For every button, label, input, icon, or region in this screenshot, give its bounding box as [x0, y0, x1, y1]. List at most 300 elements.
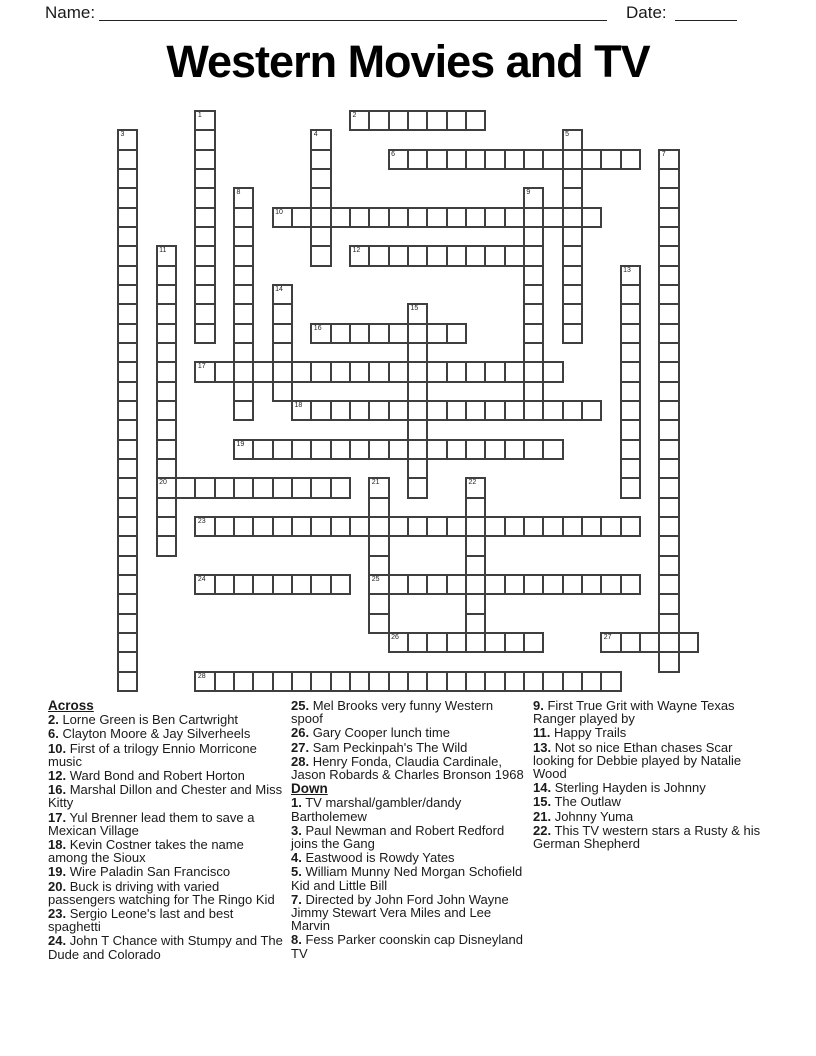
grid-cell[interactable] — [523, 149, 544, 170]
grid-cell[interactable] — [407, 458, 428, 479]
grid-cell[interactable] — [446, 361, 467, 382]
grid-cell[interactable] — [426, 110, 447, 131]
grid-cell[interactable] — [620, 265, 641, 286]
grid-cell[interactable] — [117, 477, 138, 498]
grid-cell[interactable] — [523, 381, 544, 402]
grid-cell[interactable] — [272, 342, 293, 363]
grid-cell[interactable] — [233, 477, 254, 498]
grid-cell[interactable] — [542, 149, 563, 170]
grid-cell[interactable] — [117, 439, 138, 460]
grid-cell[interactable] — [446, 245, 467, 266]
grid-cell[interactable] — [658, 361, 679, 382]
grid-cell[interactable] — [562, 187, 583, 208]
grid-cell[interactable] — [407, 207, 428, 228]
grid-cell[interactable] — [194, 265, 215, 286]
grid-cell[interactable] — [233, 245, 254, 266]
grid-cell[interactable] — [426, 149, 447, 170]
grid-cell[interactable] — [658, 187, 679, 208]
grid-cell[interactable] — [156, 497, 177, 518]
grid-cell[interactable] — [194, 671, 215, 692]
grid-cell[interactable] — [484, 574, 505, 595]
grid-cell[interactable] — [330, 439, 351, 460]
grid-cell[interactable] — [117, 671, 138, 692]
grid-cell[interactable] — [368, 555, 389, 576]
grid-cell[interactable] — [194, 207, 215, 228]
grid-cell[interactable] — [407, 516, 428, 537]
grid-cell[interactable] — [484, 516, 505, 537]
grid-cell[interactable] — [658, 245, 679, 266]
grid-cell[interactable] — [407, 632, 428, 653]
grid-cell[interactable] — [272, 671, 293, 692]
grid-cell[interactable] — [504, 149, 525, 170]
grid-cell[interactable] — [523, 323, 544, 344]
grid-cell[interactable] — [194, 284, 215, 305]
grid-cell[interactable] — [272, 303, 293, 324]
grid-cell[interactable] — [272, 361, 293, 382]
grid-cell[interactable] — [658, 419, 679, 440]
date-input-line[interactable] — [675, 2, 737, 21]
grid-cell[interactable] — [310, 245, 331, 266]
grid-cell[interactable] — [117, 497, 138, 518]
grid-cell[interactable] — [407, 419, 428, 440]
grid-cell[interactable] — [233, 265, 254, 286]
grid-cell[interactable] — [562, 400, 583, 421]
grid-cell[interactable] — [310, 187, 331, 208]
grid-cell[interactable] — [620, 516, 641, 537]
grid-cell[interactable] — [388, 245, 409, 266]
grid-cell[interactable] — [407, 323, 428, 344]
grid-cell[interactable] — [658, 593, 679, 614]
grid-cell[interactable] — [368, 535, 389, 556]
grid-cell[interactable] — [156, 342, 177, 363]
grid-cell[interactable] — [117, 226, 138, 247]
grid-cell[interactable] — [272, 439, 293, 460]
grid-cell[interactable] — [446, 207, 467, 228]
grid-cell[interactable] — [562, 226, 583, 247]
grid-cell[interactable] — [523, 265, 544, 286]
grid-cell[interactable] — [194, 245, 215, 266]
grid-cell[interactable] — [523, 439, 544, 460]
grid-cell[interactable] — [465, 671, 486, 692]
grid-cell[interactable] — [484, 400, 505, 421]
grid-cell[interactable] — [349, 516, 370, 537]
grid-cell[interactable] — [600, 149, 621, 170]
grid-cell[interactable] — [407, 439, 428, 460]
grid-cell[interactable] — [581, 671, 602, 692]
grid-cell[interactable] — [117, 265, 138, 286]
grid-cell[interactable] — [156, 535, 177, 556]
grid-cell[interactable] — [484, 671, 505, 692]
grid-cell[interactable] — [214, 477, 235, 498]
grid-cell[interactable] — [233, 361, 254, 382]
grid-cell[interactable] — [562, 323, 583, 344]
grid-cell[interactable] — [272, 284, 293, 305]
grid-cell[interactable] — [658, 613, 679, 634]
grid-cell[interactable] — [658, 265, 679, 286]
grid-cell[interactable] — [658, 574, 679, 595]
grid-cell[interactable] — [542, 400, 563, 421]
grid-cell[interactable] — [542, 439, 563, 460]
grid-cell[interactable] — [620, 458, 641, 479]
grid-cell[interactable] — [388, 400, 409, 421]
grid-cell[interactable] — [484, 632, 505, 653]
grid-cell[interactable] — [465, 516, 486, 537]
grid-cell[interactable] — [484, 207, 505, 228]
grid-cell[interactable] — [658, 207, 679, 228]
grid-cell[interactable] — [117, 613, 138, 634]
grid-cell[interactable] — [233, 323, 254, 344]
grid-cell[interactable] — [156, 323, 177, 344]
grid-cell[interactable] — [504, 516, 525, 537]
grid-cell[interactable] — [465, 555, 486, 576]
grid-cell[interactable] — [426, 245, 447, 266]
grid-cell[interactable] — [349, 245, 370, 266]
grid-cell[interactable] — [252, 477, 273, 498]
grid-cell[interactable] — [620, 419, 641, 440]
grid-cell[interactable] — [678, 632, 699, 653]
grid-cell[interactable] — [291, 671, 312, 692]
grid-cell[interactable] — [233, 439, 254, 460]
grid-cell[interactable] — [658, 381, 679, 402]
grid-cell[interactable] — [658, 400, 679, 421]
grid-cell[interactable] — [523, 671, 544, 692]
grid-cell[interactable] — [330, 400, 351, 421]
grid-cell[interactable] — [465, 477, 486, 498]
grid-cell[interactable] — [620, 632, 641, 653]
grid-cell[interactable] — [446, 400, 467, 421]
grid-cell[interactable] — [658, 632, 679, 653]
grid-cell[interactable] — [388, 632, 409, 653]
grid-cell[interactable] — [233, 671, 254, 692]
grid-cell[interactable] — [233, 226, 254, 247]
grid-cell[interactable] — [156, 400, 177, 421]
grid-cell[interactable] — [330, 477, 351, 498]
grid-cell[interactable] — [291, 516, 312, 537]
grid-cell[interactable] — [426, 400, 447, 421]
grid-cell[interactable] — [194, 303, 215, 324]
grid-cell[interactable] — [349, 400, 370, 421]
grid-cell[interactable] — [658, 477, 679, 498]
grid-cell[interactable] — [156, 419, 177, 440]
grid-cell[interactable] — [542, 516, 563, 537]
grid-cell[interactable] — [426, 207, 447, 228]
grid-cell[interactable] — [194, 323, 215, 344]
grid-cell[interactable] — [658, 284, 679, 305]
grid-cell[interactable] — [156, 284, 177, 305]
grid-cell[interactable] — [562, 265, 583, 286]
grid-cell[interactable] — [349, 110, 370, 131]
grid-cell[interactable] — [117, 535, 138, 556]
grid-cell[interactable] — [310, 439, 331, 460]
grid-cell[interactable] — [581, 149, 602, 170]
grid-cell[interactable] — [407, 400, 428, 421]
grid-cell[interactable] — [233, 574, 254, 595]
grid-cell[interactable] — [465, 439, 486, 460]
grid-cell[interactable] — [156, 361, 177, 382]
grid-cell[interactable] — [310, 516, 331, 537]
grid-cell[interactable] — [407, 342, 428, 363]
grid-cell[interactable] — [600, 671, 621, 692]
grid-cell[interactable] — [504, 400, 525, 421]
grid-cell[interactable] — [388, 149, 409, 170]
grid-cell[interactable] — [465, 497, 486, 518]
grid-cell[interactable] — [368, 439, 389, 460]
grid-cell[interactable] — [194, 149, 215, 170]
grid-cell[interactable] — [330, 361, 351, 382]
grid-cell[interactable] — [504, 245, 525, 266]
grid-cell[interactable] — [156, 458, 177, 479]
grid-cell[interactable] — [291, 574, 312, 595]
grid-cell[interactable] — [291, 400, 312, 421]
grid-cell[interactable] — [581, 516, 602, 537]
grid-cell[interactable] — [368, 110, 389, 131]
grid-cell[interactable] — [465, 632, 486, 653]
grid-cell[interactable] — [310, 149, 331, 170]
grid-cell[interactable] — [658, 226, 679, 247]
grid-cell[interactable] — [523, 632, 544, 653]
grid-cell[interactable] — [426, 574, 447, 595]
grid-cell[interactable] — [194, 361, 215, 382]
grid-cell[interactable] — [465, 149, 486, 170]
grid-cell[interactable] — [426, 361, 447, 382]
grid-cell[interactable] — [446, 574, 467, 595]
grid-cell[interactable] — [658, 149, 679, 170]
grid-cell[interactable] — [484, 361, 505, 382]
grid-cell[interactable] — [291, 361, 312, 382]
grid-cell[interactable] — [658, 651, 679, 672]
grid-cell[interactable] — [214, 361, 235, 382]
grid-cell[interactable] — [426, 439, 447, 460]
grid-cell[interactable] — [388, 516, 409, 537]
grid-cell[interactable] — [310, 207, 331, 228]
grid-cell[interactable] — [658, 497, 679, 518]
grid-cell[interactable] — [426, 632, 447, 653]
grid-cell[interactable] — [252, 439, 273, 460]
grid-cell[interactable] — [349, 207, 370, 228]
grid-cell[interactable] — [426, 671, 447, 692]
grid-cell[interactable] — [620, 303, 641, 324]
grid-cell[interactable] — [465, 613, 486, 634]
grid-cell[interactable] — [562, 129, 583, 150]
grid-cell[interactable] — [388, 671, 409, 692]
grid-cell[interactable] — [349, 323, 370, 344]
grid-cell[interactable] — [291, 477, 312, 498]
grid-cell[interactable] — [484, 149, 505, 170]
grid-cell[interactable] — [446, 110, 467, 131]
grid-cell[interactable] — [310, 671, 331, 692]
grid-cell[interactable] — [156, 303, 177, 324]
grid-cell[interactable] — [562, 168, 583, 189]
grid-cell[interactable] — [465, 535, 486, 556]
grid-cell[interactable] — [368, 477, 389, 498]
grid-cell[interactable] — [407, 110, 428, 131]
grid-cell[interactable] — [504, 361, 525, 382]
grid-cell[interactable] — [194, 129, 215, 150]
grid-cell[interactable] — [117, 245, 138, 266]
grid-cell[interactable] — [465, 593, 486, 614]
grid-cell[interactable] — [156, 516, 177, 537]
grid-cell[interactable] — [117, 574, 138, 595]
grid-cell[interactable] — [523, 226, 544, 247]
grid-cell[interactable] — [368, 497, 389, 518]
grid-cell[interactable] — [117, 593, 138, 614]
grid-cell[interactable] — [117, 168, 138, 189]
grid-cell[interactable] — [658, 535, 679, 556]
grid-cell[interactable] — [407, 574, 428, 595]
grid-cell[interactable] — [562, 671, 583, 692]
grid-cell[interactable] — [542, 671, 563, 692]
grid-cell[interactable] — [523, 284, 544, 305]
grid-cell[interactable] — [658, 303, 679, 324]
grid-cell[interactable] — [426, 516, 447, 537]
grid-cell[interactable] — [214, 574, 235, 595]
grid-cell[interactable] — [156, 439, 177, 460]
grid-cell[interactable] — [252, 671, 273, 692]
grid-cell[interactable] — [310, 361, 331, 382]
grid-cell[interactable] — [368, 400, 389, 421]
grid-cell[interactable] — [465, 110, 486, 131]
grid-cell[interactable] — [194, 110, 215, 131]
grid-cell[interactable] — [117, 284, 138, 305]
grid-cell[interactable] — [117, 419, 138, 440]
grid-cell[interactable] — [446, 323, 467, 344]
grid-cell[interactable] — [194, 574, 215, 595]
grid-cell[interactable] — [581, 400, 602, 421]
grid-cell[interactable] — [252, 361, 273, 382]
grid-cell[interactable] — [156, 245, 177, 266]
grid-cell[interactable] — [233, 400, 254, 421]
grid-cell[interactable] — [388, 439, 409, 460]
grid-cell[interactable] — [117, 651, 138, 672]
grid-cell[interactable] — [620, 439, 641, 460]
grid-cell[interactable] — [310, 477, 331, 498]
grid-cell[interactable] — [310, 400, 331, 421]
grid-cell[interactable] — [562, 245, 583, 266]
grid-cell[interactable] — [214, 516, 235, 537]
grid-cell[interactable] — [272, 323, 293, 344]
grid-cell[interactable] — [117, 381, 138, 402]
grid-cell[interactable] — [658, 555, 679, 576]
grid-cell[interactable] — [658, 439, 679, 460]
grid-cell[interactable] — [291, 207, 312, 228]
grid-cell[interactable] — [407, 149, 428, 170]
grid-cell[interactable] — [330, 323, 351, 344]
grid-cell[interactable] — [156, 381, 177, 402]
grid-cell[interactable] — [542, 574, 563, 595]
grid-cell[interactable] — [330, 671, 351, 692]
grid-cell[interactable] — [388, 110, 409, 131]
grid-cell[interactable] — [504, 632, 525, 653]
grid-cell[interactable] — [465, 207, 486, 228]
grid-cell[interactable] — [407, 671, 428, 692]
grid-cell[interactable] — [504, 574, 525, 595]
grid-cell[interactable] — [117, 361, 138, 382]
grid-cell[interactable] — [446, 632, 467, 653]
grid-cell[interactable] — [562, 207, 583, 228]
grid-cell[interactable] — [272, 207, 293, 228]
grid-cell[interactable] — [484, 439, 505, 460]
grid-cell[interactable] — [117, 555, 138, 576]
grid-cell[interactable] — [117, 632, 138, 653]
grid-cell[interactable] — [407, 303, 428, 324]
grid-cell[interactable] — [620, 400, 641, 421]
grid-cell[interactable] — [446, 439, 467, 460]
grid-cell[interactable] — [214, 671, 235, 692]
grid-cell[interactable] — [562, 574, 583, 595]
grid-cell[interactable] — [388, 361, 409, 382]
grid-cell[interactable] — [156, 265, 177, 286]
grid-cell[interactable] — [523, 187, 544, 208]
grid-cell[interactable] — [194, 226, 215, 247]
grid-cell[interactable] — [388, 207, 409, 228]
grid-cell[interactable] — [310, 168, 331, 189]
grid-cell[interactable] — [542, 361, 563, 382]
grid-cell[interactable] — [523, 207, 544, 228]
grid-cell[interactable] — [310, 574, 331, 595]
grid-cell[interactable] — [620, 477, 641, 498]
grid-cell[interactable] — [446, 149, 467, 170]
grid-cell[interactable] — [620, 284, 641, 305]
grid-cell[interactable] — [368, 245, 389, 266]
grid-cell[interactable] — [562, 149, 583, 170]
grid-cell[interactable] — [233, 516, 254, 537]
grid-cell[interactable] — [620, 323, 641, 344]
grid-cell[interactable] — [252, 516, 273, 537]
grid-cell[interactable] — [291, 439, 312, 460]
grid-cell[interactable] — [388, 323, 409, 344]
grid-cell[interactable] — [407, 477, 428, 498]
grid-cell[interactable] — [233, 207, 254, 228]
grid-cell[interactable] — [446, 516, 467, 537]
grid-cell[interactable] — [252, 574, 273, 595]
grid-cell[interactable] — [194, 477, 215, 498]
grid-cell[interactable] — [368, 207, 389, 228]
grid-cell[interactable] — [484, 245, 505, 266]
grid-cell[interactable] — [620, 381, 641, 402]
grid-cell[interactable] — [523, 361, 544, 382]
grid-cell[interactable] — [465, 245, 486, 266]
grid-cell[interactable] — [465, 400, 486, 421]
grid-cell[interactable] — [117, 323, 138, 344]
grid-cell[interactable] — [368, 323, 389, 344]
grid-cell[interactable] — [349, 439, 370, 460]
grid-cell[interactable] — [658, 458, 679, 479]
grid-cell[interactable] — [272, 574, 293, 595]
grid-cell[interactable] — [117, 129, 138, 150]
grid-cell[interactable] — [658, 342, 679, 363]
grid-cell[interactable] — [310, 323, 331, 344]
grid-cell[interactable] — [117, 516, 138, 537]
grid-cell[interactable] — [272, 477, 293, 498]
grid-cell[interactable] — [600, 574, 621, 595]
grid-cell[interactable] — [620, 361, 641, 382]
grid-cell[interactable] — [368, 516, 389, 537]
grid-cell[interactable] — [272, 516, 293, 537]
grid-cell[interactable] — [117, 303, 138, 324]
grid-cell[interactable] — [523, 574, 544, 595]
grid-cell[interactable] — [407, 361, 428, 382]
grid-cell[interactable] — [562, 303, 583, 324]
grid-cell[interactable] — [658, 323, 679, 344]
grid-cell[interactable] — [446, 671, 467, 692]
grid-cell[interactable] — [233, 303, 254, 324]
grid-cell[interactable] — [330, 207, 351, 228]
grid-cell[interactable] — [156, 477, 177, 498]
grid-cell[interactable] — [233, 187, 254, 208]
grid-cell[interactable] — [620, 342, 641, 363]
grid-cell[interactable] — [600, 516, 621, 537]
grid-cell[interactable] — [504, 207, 525, 228]
